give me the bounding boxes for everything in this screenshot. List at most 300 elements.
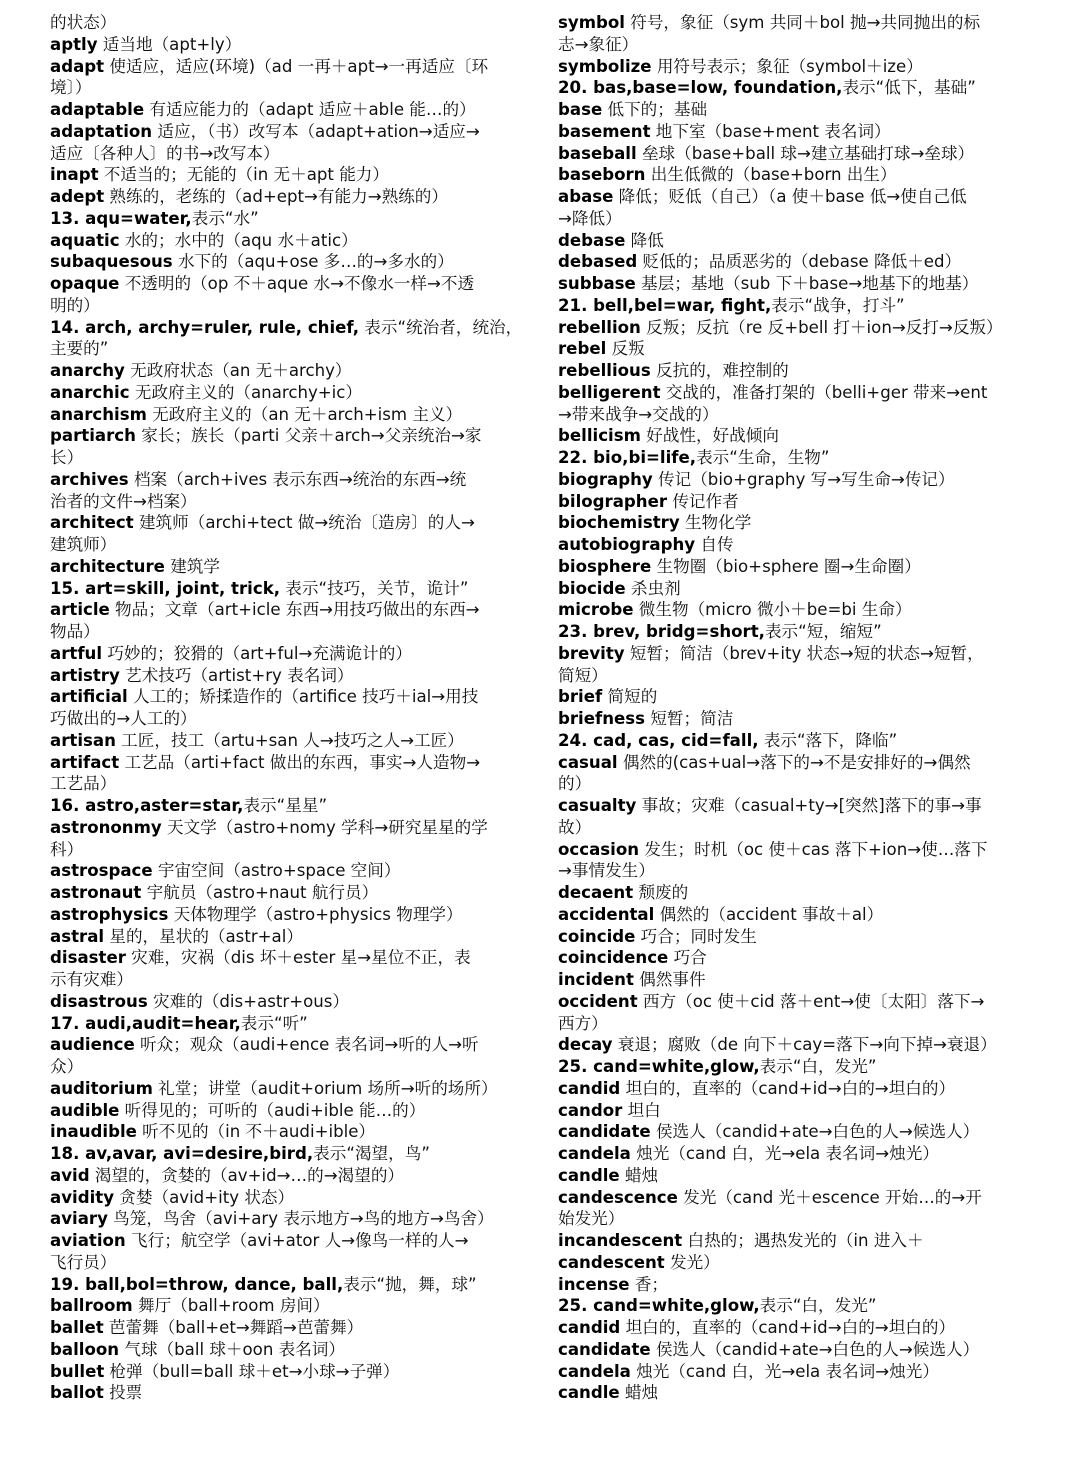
right-line bbox=[558, 969, 1034, 991]
entry-definition: 飞行；航空学（avi+ator 人→像鸟一样的人→ bbox=[125, 1231, 469, 1250]
right-line bbox=[558, 273, 1034, 295]
entry-term: audience bbox=[50, 1035, 135, 1055]
left-line bbox=[50, 1208, 526, 1230]
entry-definition: 西方） bbox=[558, 1013, 608, 1033]
entry-definition: 传记作者 bbox=[667, 491, 739, 511]
entry-definition: 熟练的，老练的（ad+ept→有能力→熟练的） bbox=[104, 187, 448, 206]
right-line bbox=[558, 382, 1034, 404]
entry-term: 18. av,avar, avi=desire,bird, bbox=[50, 1144, 314, 1163]
left-line bbox=[50, 382, 526, 404]
entry-definition: 建筑师（archi+tect 做→统治〔造房〕的人→ bbox=[133, 513, 475, 533]
right-line bbox=[558, 338, 1034, 360]
left-line bbox=[50, 1382, 526, 1404]
entry-term: astrospace bbox=[50, 861, 153, 881]
entry-term: decay bbox=[558, 1035, 613, 1055]
entry-term: 14. arch, archy=ruler, rule, chief, bbox=[50, 317, 360, 337]
right-line bbox=[558, 491, 1034, 513]
left-line bbox=[50, 1100, 526, 1122]
entry-term: 22. bio,bi=life, bbox=[558, 448, 697, 467]
left-line bbox=[50, 643, 526, 665]
right-line bbox=[558, 164, 1034, 186]
entry-definition: 蜡烛 bbox=[619, 1383, 659, 1403]
entry-term: astrophysics bbox=[50, 904, 169, 924]
right-line bbox=[558, 882, 1034, 904]
entry-term: brevity bbox=[558, 643, 625, 663]
right-line bbox=[558, 1208, 1034, 1230]
entry-term: adaptation bbox=[50, 121, 153, 141]
entry-definition: 坦白的，直率的（cand+id→白的→坦白的） bbox=[620, 1318, 956, 1337]
entry-definition: 不适当的；无能的（in 无＋apt 能力） bbox=[98, 165, 389, 185]
entry-definition: 建筑学 bbox=[164, 556, 220, 576]
entry-term: subbase bbox=[558, 274, 636, 293]
entry-term: aviary bbox=[50, 1209, 108, 1229]
left-line bbox=[50, 1252, 526, 1274]
entry-term: astral bbox=[50, 926, 105, 946]
right-line bbox=[558, 1143, 1034, 1165]
entry-definition: 巧合；同时发生 bbox=[635, 926, 757, 946]
entry-definition: 烛光（cand 白，光→ela 表名词→烛光） bbox=[630, 1361, 939, 1381]
entry-definition: 表示“星星” bbox=[243, 796, 328, 815]
right-line bbox=[558, 1078, 1034, 1100]
entry-term: rebel bbox=[558, 339, 607, 359]
entry-definition: 降低；贬低（自己）（a 使＋base 低→使自己低 bbox=[613, 187, 967, 206]
entry-definition: 故） bbox=[558, 817, 592, 837]
entry-term: bullet bbox=[50, 1361, 105, 1381]
entry-definition: 物品） bbox=[50, 622, 100, 641]
entry-term: artful bbox=[50, 643, 103, 663]
left-line bbox=[50, 1317, 526, 1339]
entry-term: occident bbox=[558, 991, 638, 1011]
entry-term: disaster bbox=[50, 948, 126, 968]
entry-definition: 听得见的；可听的（audi+ible 能…的） bbox=[119, 1100, 426, 1120]
left-line bbox=[50, 360, 526, 382]
left-line bbox=[50, 512, 526, 534]
right-line bbox=[558, 708, 1034, 730]
right-line bbox=[558, 556, 1034, 578]
entry-term: belligerent bbox=[558, 382, 661, 402]
entry-definition: 表示“落下，降临” bbox=[758, 730, 898, 750]
right-line bbox=[558, 469, 1034, 491]
entry-definition: 发光） bbox=[664, 1252, 720, 1272]
entry-definition: 出生低微的（base+born 出生） bbox=[645, 165, 897, 185]
right-line bbox=[558, 773, 1034, 795]
entry-definition: 表示“低下，基础” bbox=[842, 78, 976, 98]
left-line bbox=[50, 1230, 526, 1252]
left-line bbox=[50, 882, 526, 904]
entry-definition: 始发光） bbox=[558, 1209, 625, 1229]
entry-term: candidate bbox=[558, 1122, 651, 1142]
right-line bbox=[558, 1034, 1034, 1056]
entry-term: candescence bbox=[558, 1187, 678, 1207]
entry-term: 19. ball,bol=throw, dance, ball, bbox=[50, 1274, 344, 1294]
entry-definition: 颓废的 bbox=[633, 883, 689, 902]
left-line bbox=[50, 447, 526, 469]
entry-term: candela bbox=[558, 1144, 631, 1163]
entry-term: candle bbox=[558, 1383, 620, 1403]
entry-definition: 衰退；腐败（de 向下＋cay=落下→向下掉→衰退） bbox=[612, 1035, 997, 1055]
entry-definition: 发光（cand 光＋escence 开始…的→开 bbox=[677, 1187, 982, 1207]
entry-term: audible bbox=[50, 1100, 120, 1120]
entry-term: rebellious bbox=[558, 361, 651, 380]
left-line bbox=[50, 773, 526, 795]
left-line bbox=[50, 251, 526, 273]
left-line bbox=[50, 317, 526, 339]
entry-definition: 示有灾难） bbox=[50, 970, 133, 989]
entry-term: candid bbox=[558, 1078, 621, 1098]
right-line bbox=[558, 317, 1034, 339]
entry-term: microbe bbox=[558, 600, 634, 620]
entry-term: anarchy bbox=[50, 361, 125, 380]
entry-definition: 适应，（书）改写本（adapt+ation→适应→ bbox=[152, 121, 480, 141]
entry-definition: 事故；灾难（casual+ty→[突然]落下的事→事 bbox=[636, 796, 982, 815]
left-line bbox=[50, 295, 526, 317]
entry-term: accidental bbox=[558, 904, 655, 924]
left-line bbox=[50, 1274, 526, 1296]
entry-term: casualty bbox=[558, 796, 637, 815]
right-line bbox=[558, 1252, 1034, 1274]
right-line bbox=[558, 186, 1034, 208]
entry-term: basement bbox=[558, 121, 651, 141]
left-line bbox=[50, 969, 526, 991]
right-line bbox=[558, 360, 1034, 382]
entry-definition: 坦白的，直率的（cand+id→白的→坦白的） bbox=[620, 1078, 956, 1098]
entry-definition: 水的；水中的（aqu 水＋atic） bbox=[119, 230, 358, 250]
left-line bbox=[50, 1361, 526, 1383]
left-line bbox=[50, 534, 526, 556]
entry-definition: 符号，象征（sym 共同＋bol 抛→共同抛出的标 bbox=[624, 13, 981, 32]
entry-definition: 鸟笼，鸟舍（avi+ary 表示地方→鸟的地方→鸟舍） bbox=[107, 1209, 494, 1229]
entry-term: artifact bbox=[50, 752, 120, 772]
left-line bbox=[50, 164, 526, 186]
entry-definition: 生物化学 bbox=[679, 513, 752, 533]
right-line bbox=[558, 752, 1034, 774]
left-line bbox=[50, 338, 526, 360]
entry-term: astronaut bbox=[50, 883, 142, 902]
entry-term: bilographer bbox=[558, 491, 668, 511]
entry-definition: 物品；文章（art+icle 东西→用技巧做出的东西→ bbox=[109, 600, 480, 620]
entry-definition: 短暂；简洁（brev+ity 状态→短的状态→短暂， bbox=[624, 643, 984, 663]
right-line bbox=[558, 295, 1034, 317]
entry-definition: 生物圈（bio+sphere 圈→生命圈） bbox=[651, 556, 921, 576]
left-line bbox=[50, 708, 526, 730]
entry-definition: 的） bbox=[558, 774, 592, 794]
entry-term: article bbox=[50, 600, 110, 620]
entry-term: adept bbox=[50, 187, 105, 206]
entry-term: incandescent bbox=[558, 1231, 683, 1250]
entry-term: abase bbox=[558, 187, 614, 206]
entry-term: 21. bell,bel=war, fight, bbox=[558, 295, 772, 315]
entry-definition: 表示“听” bbox=[240, 1013, 308, 1033]
entry-definition: 水下的（aqu+ose 多…的→多水的） bbox=[172, 252, 454, 272]
left-line bbox=[50, 1339, 526, 1361]
entry-definition: 贪婪（avid+ity 状态） bbox=[114, 1187, 295, 1207]
left-line bbox=[50, 143, 526, 165]
entry-definition: 适当地（apt+ly） bbox=[97, 34, 242, 54]
left-line bbox=[50, 273, 526, 295]
entry-definition: 无政府状态（an 无＋archy） bbox=[124, 361, 352, 380]
entry-term: candescent bbox=[558, 1252, 665, 1272]
right-line bbox=[558, 1317, 1034, 1339]
entry-definition: 短暂；简洁 bbox=[645, 709, 734, 728]
entry-term: incident bbox=[558, 970, 634, 989]
right-line bbox=[558, 1013, 1034, 1035]
entry-definition: 艺术技巧（artist+ry 表名词） bbox=[119, 665, 354, 685]
left-line bbox=[50, 730, 526, 752]
entry-definition: →事情发生） bbox=[558, 861, 655, 881]
entry-term: candle bbox=[558, 1165, 620, 1185]
right-line bbox=[558, 947, 1034, 969]
entry-definition: 表示“战争，打斗” bbox=[771, 295, 905, 315]
entry-term: rebellion bbox=[558, 317, 641, 337]
entry-term: artisan bbox=[50, 730, 116, 750]
entry-term: casual bbox=[558, 752, 618, 772]
entry-definition: 无政府主义的（anarchy+ic） bbox=[129, 382, 363, 402]
entry-definition: 众） bbox=[50, 1057, 84, 1076]
entry-term: brief bbox=[558, 687, 603, 707]
entry-term: 17. audi,audit=hear, bbox=[50, 1013, 241, 1033]
entry-term: avid bbox=[50, 1165, 90, 1185]
entry-term: symbol bbox=[558, 13, 625, 32]
entry-definition: 交战的，准备打架的（belli+ger 带来→ent bbox=[660, 382, 988, 402]
right-line bbox=[558, 686, 1034, 708]
left-line bbox=[50, 752, 526, 774]
entry-definition: 贬低的；品质恶劣的（debase 降低＋ed） bbox=[637, 252, 962, 272]
left-line bbox=[50, 99, 526, 121]
entry-definition: 简短） bbox=[558, 665, 608, 685]
entry-definition: 境〕） bbox=[50, 78, 92, 98]
left-line bbox=[50, 839, 526, 861]
left-line bbox=[50, 12, 526, 34]
left-line bbox=[50, 599, 526, 621]
left-line bbox=[50, 186, 526, 208]
entry-definition: 表示“统治者，统治， bbox=[359, 317, 523, 337]
left-line bbox=[50, 77, 526, 99]
entry-term: biosphere bbox=[558, 556, 652, 576]
entry-term: coincide bbox=[558, 926, 636, 946]
entry-definition: 表示“水” bbox=[191, 208, 259, 228]
entry-definition: 舞厅（ball+room 房间） bbox=[132, 1296, 330, 1316]
left-line bbox=[50, 578, 526, 600]
entry-definition: 发生；时机（oc 使＋cas 落下+ion→使…落下 bbox=[639, 839, 988, 859]
entry-definition: 表示“渴望，鸟” bbox=[313, 1144, 430, 1163]
entry-term: auditorium bbox=[50, 1078, 153, 1098]
left-line bbox=[50, 621, 526, 643]
left-line bbox=[50, 1034, 526, 1056]
entry-term: candor bbox=[558, 1100, 623, 1120]
entry-term: ballot bbox=[50, 1383, 104, 1403]
entry-definition: 有适应能力的（adapt 适应＋able 能…的） bbox=[144, 100, 476, 119]
entry-term: 25. cand=white,glow, bbox=[558, 1296, 760, 1316]
right-line bbox=[558, 991, 1034, 1013]
entry-term: base bbox=[558, 100, 603, 119]
entry-term: adapt bbox=[50, 56, 105, 76]
left-line bbox=[50, 1121, 526, 1143]
entry-definition: 的状态） bbox=[50, 13, 117, 32]
entry-definition: 巧妙的；狡猾的（art+ful→充满诡计的） bbox=[102, 643, 412, 663]
entry-term: partiarch bbox=[50, 426, 136, 446]
entry-term: incense bbox=[558, 1274, 630, 1294]
entry-definition: 垒球（base+ball 球→建立基础打球→垒球） bbox=[636, 143, 975, 163]
entry-term: symbolize bbox=[558, 56, 652, 76]
left-line bbox=[50, 686, 526, 708]
entry-definition: 巧合 bbox=[668, 948, 707, 968]
entry-definition: 礼堂；讲堂（audit+orium 场所→听的场所） bbox=[152, 1078, 498, 1098]
right-line bbox=[558, 12, 1034, 34]
left-line bbox=[50, 1165, 526, 1187]
right-line bbox=[558, 1274, 1034, 1296]
entry-term: aptly bbox=[50, 34, 98, 54]
entry-term: astrononmy bbox=[50, 817, 162, 837]
right-line bbox=[558, 1121, 1034, 1143]
entry-definition: 杀虫剂 bbox=[625, 578, 681, 598]
entry-definition: 好战性，好战倾向 bbox=[640, 426, 779, 446]
entry-definition: 地下室（base+ment 表名词） bbox=[650, 121, 891, 141]
entry-definition: 表示“技巧，关节，诡计” bbox=[280, 578, 469, 598]
entry-term: subaquesous bbox=[50, 252, 173, 272]
entry-definition: 科） bbox=[50, 839, 84, 859]
entry-definition: 烛光（cand 白，光→ela 表名词→烛光） bbox=[630, 1144, 939, 1163]
entry-definition: 坦白 bbox=[622, 1100, 661, 1120]
entry-term: inapt bbox=[50, 165, 99, 185]
right-line bbox=[558, 578, 1034, 600]
entry-term: aquatic bbox=[50, 230, 120, 250]
left-line bbox=[50, 230, 526, 252]
entry-definition: 简短的 bbox=[602, 687, 658, 707]
entry-definition: 气球（ball 球＋oon 表名词） bbox=[119, 1339, 345, 1359]
left-line bbox=[50, 1056, 526, 1078]
entry-term: aviation bbox=[50, 1231, 126, 1250]
right-column bbox=[558, 12, 1034, 1404]
entry-term: debase bbox=[558, 230, 626, 250]
left-line bbox=[50, 469, 526, 491]
left-line bbox=[50, 1078, 526, 1100]
entry-definition: 巧做出的→人工的） bbox=[50, 709, 197, 728]
entry-definition: 反抗的，难控制的 bbox=[650, 361, 789, 380]
entry-definition: 西方（oc 使＋cid 落＋ent→使〔太阳〕落下→ bbox=[637, 991, 985, 1011]
left-line bbox=[50, 404, 526, 426]
entry-term: 16. astro,aster=star, bbox=[50, 796, 244, 815]
left-line bbox=[50, 121, 526, 143]
entry-definition: 建筑师） bbox=[50, 535, 117, 554]
entry-term: ballroom bbox=[50, 1296, 133, 1316]
entry-term: anarchic bbox=[50, 382, 130, 402]
entry-term: avidity bbox=[50, 1187, 115, 1207]
entry-term: 13. aqu=water, bbox=[50, 208, 192, 228]
left-line bbox=[50, 795, 526, 817]
entry-definition: 芭蕾舞（ball+et→舞蹈→芭蕾舞） bbox=[103, 1318, 364, 1337]
entry-definition: 主要的” bbox=[50, 339, 109, 359]
entry-term: anarchism bbox=[50, 404, 147, 424]
entry-definition: 无政府主义的（an 无＋arch+ism 主义） bbox=[146, 404, 463, 424]
right-line bbox=[558, 143, 1034, 165]
entry-term: baseborn bbox=[558, 165, 646, 185]
entry-term: autobiography bbox=[558, 535, 696, 554]
entry-definition: 偶然的(cas+ual→落下的→不是安排好的→偶然 bbox=[617, 752, 971, 772]
entry-term: decaent bbox=[558, 883, 634, 902]
left-line bbox=[50, 947, 526, 969]
entry-definition: 白热的；遇热发光的（in 进入＋ bbox=[682, 1231, 924, 1250]
entry-term: disastrous bbox=[50, 991, 148, 1011]
entry-definition: 天文学（astro+nomy 学科→研究星星的学 bbox=[161, 817, 488, 837]
entry-definition: 工艺品） bbox=[50, 774, 117, 794]
entry-term: biocide bbox=[558, 578, 626, 598]
entry-definition: 表示“生命，生物” bbox=[696, 448, 830, 467]
entry-definition: 表示“白，发光” bbox=[759, 1296, 877, 1316]
entry-definition: 降低 bbox=[625, 230, 664, 250]
right-line bbox=[558, 251, 1034, 273]
entry-definition: 微生物（micro 微小＋be=bi 生命） bbox=[633, 600, 912, 620]
right-line bbox=[558, 208, 1034, 230]
right-line bbox=[558, 1165, 1034, 1187]
entry-term: 15. art=skill, joint, trick, bbox=[50, 578, 281, 598]
entry-term: biography bbox=[558, 469, 653, 489]
entry-definition: 明的） bbox=[50, 295, 100, 315]
entry-definition: 自传 bbox=[695, 535, 734, 554]
entry-term: debased bbox=[558, 252, 638, 272]
left-line bbox=[50, 556, 526, 578]
left-line bbox=[50, 904, 526, 926]
entry-definition: 渴望的，贪婪的（av+id→…的→渴望的） bbox=[89, 1165, 405, 1185]
right-line bbox=[558, 1382, 1034, 1404]
left-line bbox=[50, 1013, 526, 1035]
entry-definition: 星的，星状的（astr+al） bbox=[104, 926, 303, 946]
entry-term: 20. bas,base=low, foundation, bbox=[558, 78, 843, 98]
entry-definition: 工艺品（arti+fact 做出的东西，事实→人造物→ bbox=[119, 752, 481, 772]
left-line bbox=[50, 34, 526, 56]
right-line bbox=[558, 926, 1034, 948]
right-line bbox=[558, 643, 1034, 665]
right-line bbox=[558, 99, 1034, 121]
right-line bbox=[558, 665, 1034, 687]
entry-term: artistry bbox=[50, 665, 120, 685]
right-line bbox=[558, 817, 1034, 839]
entry-definition: 投票 bbox=[103, 1383, 143, 1403]
right-line bbox=[558, 1295, 1034, 1317]
entry-definition: 用符号表示；象征（symbol＋ize） bbox=[651, 56, 923, 76]
entry-definition: 香； bbox=[629, 1274, 669, 1294]
left-line bbox=[50, 665, 526, 687]
entry-definition: 基层；基地（sub 下＋base→地基下的地基） bbox=[635, 274, 979, 293]
right-line bbox=[558, 56, 1034, 78]
entry-term: 23. brev, bridg=short, bbox=[558, 622, 765, 641]
entry-term: balloon bbox=[50, 1339, 120, 1359]
right-line bbox=[558, 860, 1034, 882]
right-line bbox=[558, 621, 1034, 643]
entry-definition: 适应〔各种人〕的书→改写本） bbox=[50, 143, 280, 163]
right-line bbox=[558, 230, 1034, 252]
entry-definition: 天体物理学（astro+physics 物理学） bbox=[168, 904, 463, 924]
entry-term: opaque bbox=[50, 274, 120, 293]
right-line bbox=[558, 404, 1034, 426]
entry-definition: 不透明的（op 不＋aque 水→不像水一样→不透 bbox=[119, 274, 475, 293]
right-line bbox=[558, 534, 1034, 556]
right-line bbox=[558, 1187, 1034, 1209]
entry-term: candid bbox=[558, 1318, 621, 1337]
entry-definition: 反叛；反抗（re 反+bell 打＋ion→反打→反叛） bbox=[640, 317, 1003, 337]
entry-definition: 反叛 bbox=[606, 339, 645, 359]
entry-definition: 家长；族长（parti 父亲＋arch→父亲统治→家 bbox=[135, 426, 482, 446]
entry-definition: 人工的；矫揉造作的（artifice 技巧＋ial→用技 bbox=[127, 687, 479, 707]
left-column bbox=[50, 12, 526, 1404]
right-line bbox=[558, 121, 1034, 143]
left-line bbox=[50, 991, 526, 1013]
entry-term: candidate bbox=[558, 1339, 651, 1359]
entry-term: architect bbox=[50, 513, 134, 533]
right-line bbox=[558, 904, 1034, 926]
entry-term: briefness bbox=[558, 709, 646, 728]
entry-definition: 听众；观众（audi+ence 表名词→听的人→听 bbox=[134, 1035, 479, 1055]
left-line bbox=[50, 926, 526, 948]
